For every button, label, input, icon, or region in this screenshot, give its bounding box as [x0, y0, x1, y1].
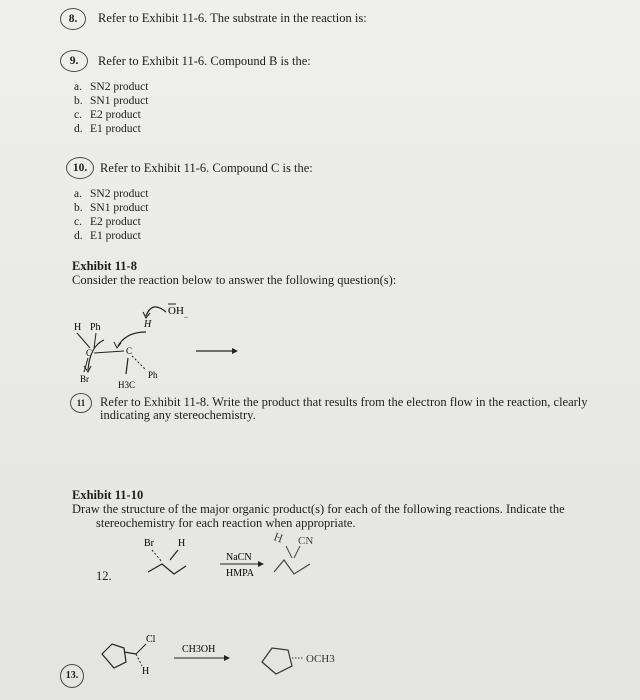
exhibit-10-line1: Draw the structure of the major organic product(s) for each of the following reactions. Indicate the — [72, 502, 565, 516]
question-13-number: 13. — [60, 664, 84, 688]
curved-arrow-2 — [118, 332, 146, 346]
exhibit-8-structure — [60, 296, 260, 392]
question-8-number: 8. — [60, 8, 86, 30]
exhibit-10-line2: stereochemistry for each reaction when appropriate. — [96, 516, 356, 530]
svg-text:Ph: Ph — [148, 370, 158, 380]
question-11-number: 11 — [70, 393, 92, 413]
question-8-text: Refer to Exhibit 11-6. The substrate in the reaction is: — [98, 11, 367, 25]
svg-text:H3C: H3C — [118, 380, 136, 390]
svg-text:CH3OH: CH3OH — [182, 644, 216, 655]
option-d[interactable]: d. E1 product — [74, 230, 141, 242]
question-9-text: Refer to Exhibit 11-6. Compound B is the: — [98, 54, 311, 68]
svg-text:..: .. — [184, 311, 188, 320]
question-10-number: 10. — [66, 157, 94, 179]
svg-text:Ph: Ph — [90, 322, 101, 333]
option-a[interactable]: a. SN2 product — [74, 188, 149, 200]
curved-arrow-3 — [88, 340, 104, 370]
option-c[interactable]: c. E2 product — [74, 216, 141, 228]
svg-text:H: H — [178, 538, 186, 549]
option-c[interactable]: c. E2 product — [74, 109, 141, 121]
question-11-line2: indicating any stereochemistry. — [100, 408, 256, 422]
svg-text:OCH3: OCH3 — [306, 653, 335, 665]
option-b[interactable]: b. SN1 product — [74, 202, 149, 214]
question-13-reaction — [94, 630, 274, 680]
question-11-line1: Refer to Exhibit 11-8. Write the product that results from the electron flow in the reaction, clearly — [100, 395, 588, 409]
question-13-handwritten-answer — [258, 640, 378, 684]
question-9-options — [74, 80, 148, 136]
svg-text:H: H — [74, 322, 82, 333]
question-12-number: 12. — [96, 569, 112, 583]
svg-text:Cl: Cl — [146, 634, 156, 645]
question-9-number: 9. — [60, 50, 88, 72]
svg-text:Br: Br — [80, 374, 89, 384]
svg-text:H: H — [142, 666, 150, 677]
option-b[interactable]: b. SN1 product — [74, 95, 149, 107]
exhibit-10-title: Exhibit 11-10 — [72, 488, 144, 502]
question-10-text: Refer to Exhibit 11-6. Compound C is the: — [100, 161, 313, 175]
svg-text:C: C — [86, 348, 93, 358]
exhibit-8-title: Exhibit 11-8 — [72, 259, 137, 273]
question-12-handwritten-answer — [264, 528, 334, 580]
svg-text:H: H — [271, 529, 285, 546]
svg-text:CN: CN — [298, 535, 314, 547]
svg-text:H: H — [144, 319, 152, 330]
question-10-options — [74, 187, 148, 243]
exhibit-8-instruction: Consider the reaction below to answer the following question(s): — [72, 273, 397, 287]
hydroxide-label: OH — [168, 305, 184, 317]
svg-text:NaCN: NaCN — [226, 552, 252, 563]
svg-text:Br: Br — [144, 538, 154, 549]
option-a[interactable]: a. SN2 product — [74, 81, 149, 93]
svg-text:C: C — [126, 346, 133, 356]
svg-text:HMPA: HMPA — [226, 568, 254, 579]
option-d[interactable]: d. E1 product — [74, 123, 141, 135]
